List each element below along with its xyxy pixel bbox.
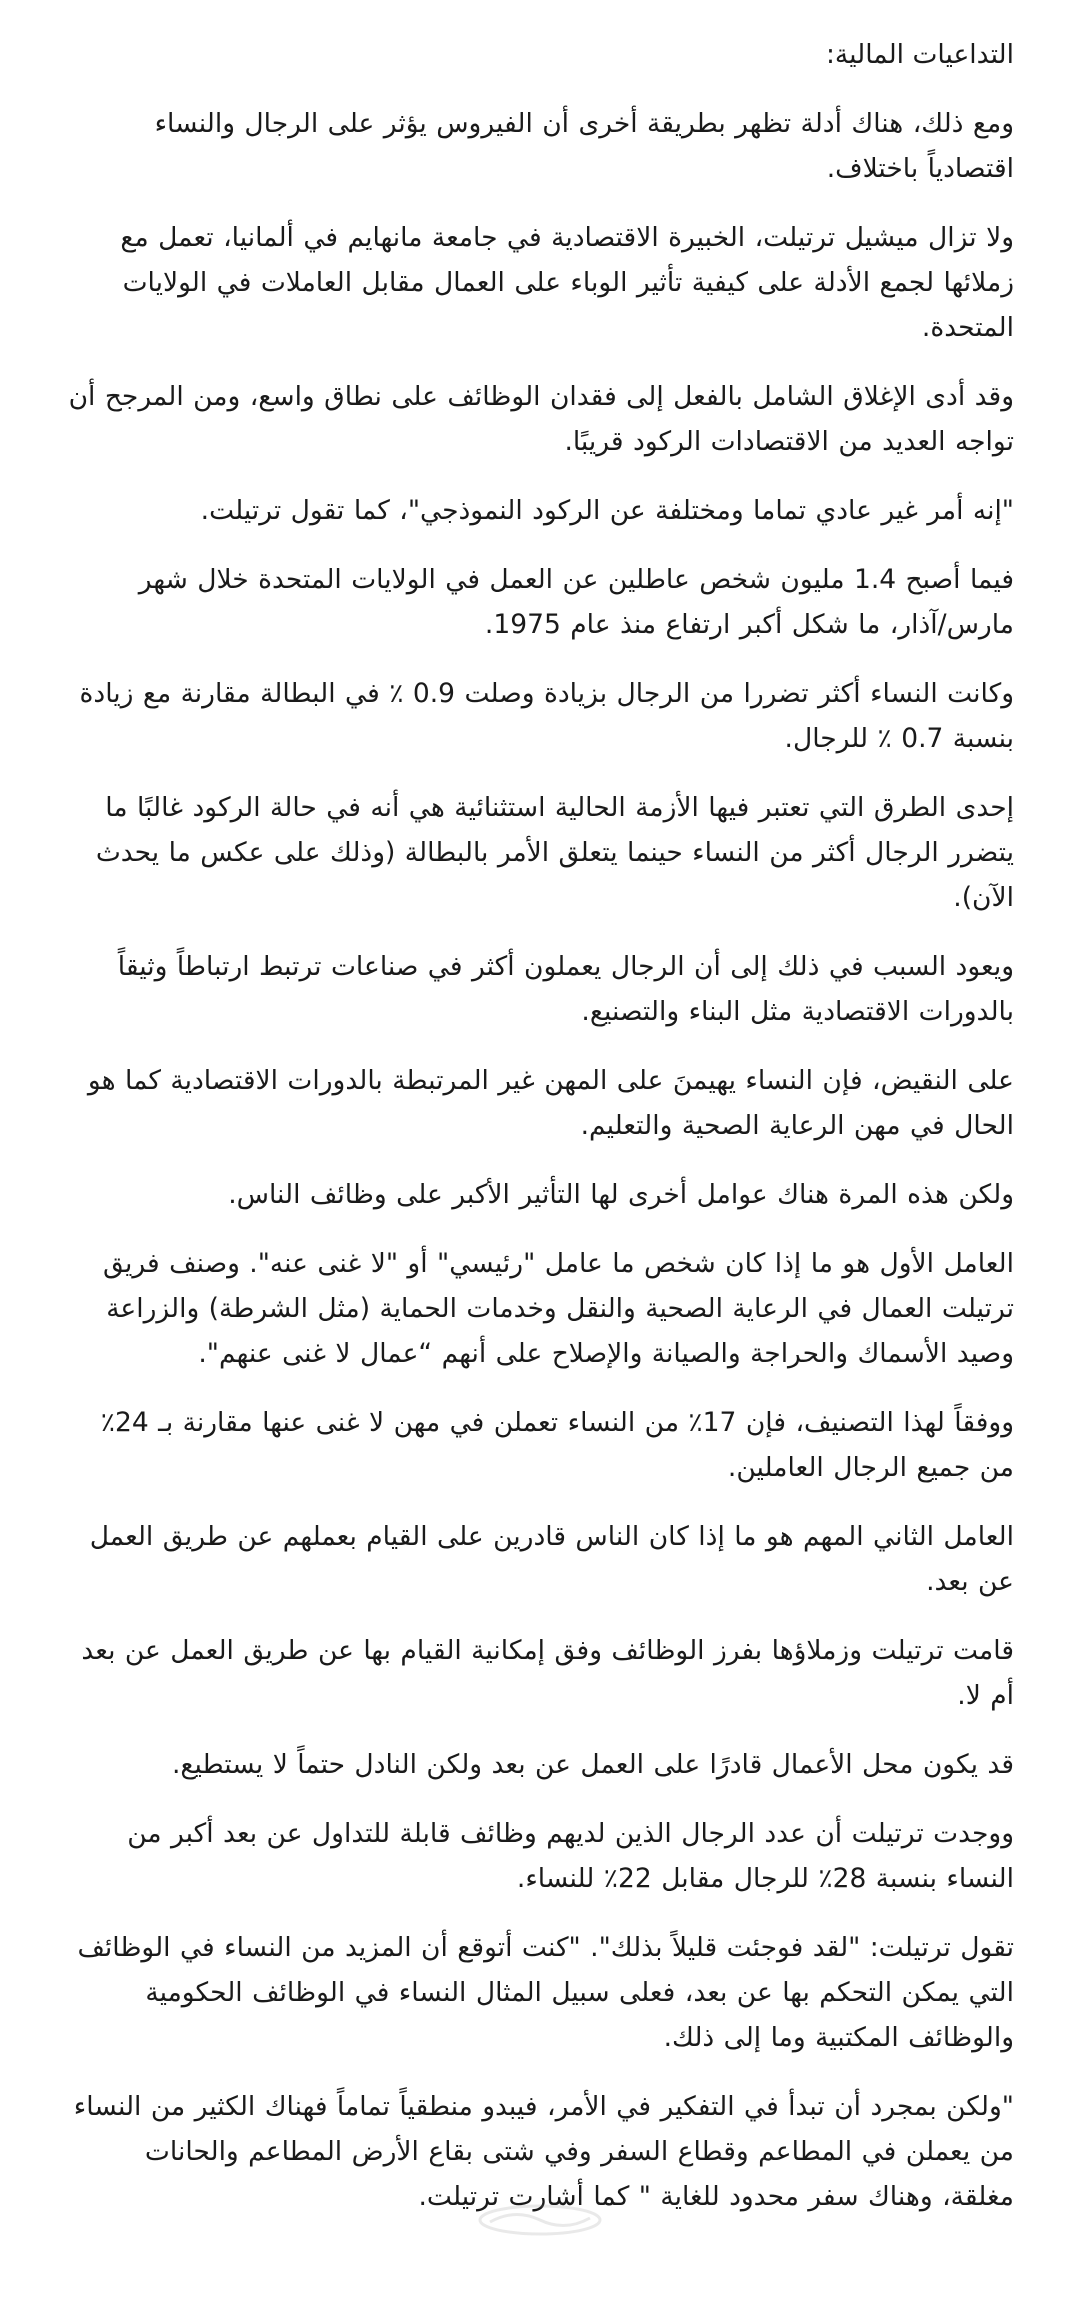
paragraph: ووفقاً لهذا التصنيف، فإن 17٪ من النساء تعملن في مهن لا غنى عنها مقارنة بـ 24٪ من جميع الرجال العاملين.	[100, 1407, 1014, 1483]
paragraph: تقول ترتيلت: "لقد فوجئت قليلاً بذلك". "كنت أتوقع أن المزيد من النساء في الوظائف التي يمكن التحكم بها عن بعد، فعلى سبيل المثال النساء في الوظائف الحكومية والوظائف المكتبية وما إلى ذلك.	[77, 1932, 1014, 2053]
paragraph: قامت ترتيلت وزملاؤها بفرز الوظائف وفق إمكانية القيام بها عن طريق العمل عن بعد أم لا.	[81, 1635, 1014, 1711]
section-heading: التداعيات المالية:	[826, 39, 1014, 70]
paragraph: ولكن هذه المرة هناك عوامل أخرى لها التأثير الأكبر على وظائف الناس.	[228, 1179, 1014, 1210]
paragraph: ولا تزال ميشيل ترتيلت، الخبيرة الاقتصادية في جامعة مانهايم في ألمانيا، تعمل مع زملائها لجمع الأدلة على كيفية تأثير الوباء على العمال مقابل العاملات في الولايات المتحدة.	[120, 222, 1014, 343]
paragraph: ووجدت ترتيلت أن عدد الرجال الذين لديهم وظائف قابلة للتداول عن بعد أكبر من النساء بنسبة 28٪ للرجال مقابل 22٪ للنساء.	[127, 1818, 1014, 1894]
paragraph: وكانت النساء أكثر تضررا من الرجال بزيادة وصلت 0.9 ٪ في البطالة مقارنة مع زيادة بنسبة 0.7 ٪ للرجال.	[79, 678, 1014, 754]
paragraph: العامل الثاني المهم هو ما إذا كان الناس قادرين على القيام بعملهم عن طريق العمل عن بعد.	[89, 1521, 1014, 1597]
paragraph: ويعود السبب في ذلك إلى أن الرجال يعملون أكثر في صناعات ترتبط ارتباطاً وثيقاً بالدورات الاقتصادية مثل البناء والتصنيع.	[117, 951, 1014, 1027]
paragraph: ومع ذلك، هناك أدلة تظهر بطريقة أخرى أن الفيروس يؤثر على الرجال والنساء اقتصادياً باختلاف.	[154, 108, 1014, 184]
paragraph: العامل الأول هو ما إذا كان شخص ما عامل "رئيسي" أو "لا غنى عنه". وصنف فريق ترتيلت العمال في الرعاية الصحية والنقل وخدمات الحماية (مثل الشرطة) والزراعة وصيد الأسماك والحراجة والصيانة والإصلاح على أنهم “عمال لا غنى عنهم".	[102, 1248, 1014, 1369]
paragraph: قد يكون محل الأعمال قادرًا على العمل عن بعد ولكن النادل حتماً لا يستطيع.	[172, 1749, 1014, 1780]
paragraph: على النقيض، فإن النساء يهيمنَ على المهن غير المرتبطة بالدورات الاقتصادية كما هو الحال في مهن الرعاية الصحية والتعليم.	[87, 1065, 1014, 1141]
paragraph: وقد أدى الإغلاق الشامل بالفعل إلى فقدان الوظائف على نطاق واسع، ومن المرجح أن تواجه العديد من الاقتصادات الركود قريبًا.	[68, 381, 1014, 457]
paragraph: "إنه أمر غير عادي تماما ومختلفة عن الركود النموذجي"، كما تقول ترتيلت.	[200, 495, 1014, 526]
paragraph: فيما أصبح 1.4 مليون شخص عاطلين عن العمل في الولايات المتحدة خلال شهر مارس/آذار، ما شكل أكبر ارتفاع منذ عام 1975.	[138, 564, 1014, 640]
paragraph: إحدى الطرق التي تعتبر فيها الأزمة الحالية استثنائية هي أنه في حالة الركود غالبًا ما يتضرر الرجال أكثر من النساء حينما يتعلق الأمر بالبطالة (وذلك على عكس ما يحدث الآن).	[95, 792, 1014, 913]
paragraph: "ولكن بمجرد أن تبدأ في التفكير في الأمر، فيبدو منطقياً تماماً فهناك الكثير من النساء من يعملن في المطاعم وقطاع السفر وفي شتى بقاع الأرض المطاعم والحانات مغلقة، وهناك سفر محدود للغاية " كما أشارت ترتيلت.	[73, 2091, 1014, 2212]
